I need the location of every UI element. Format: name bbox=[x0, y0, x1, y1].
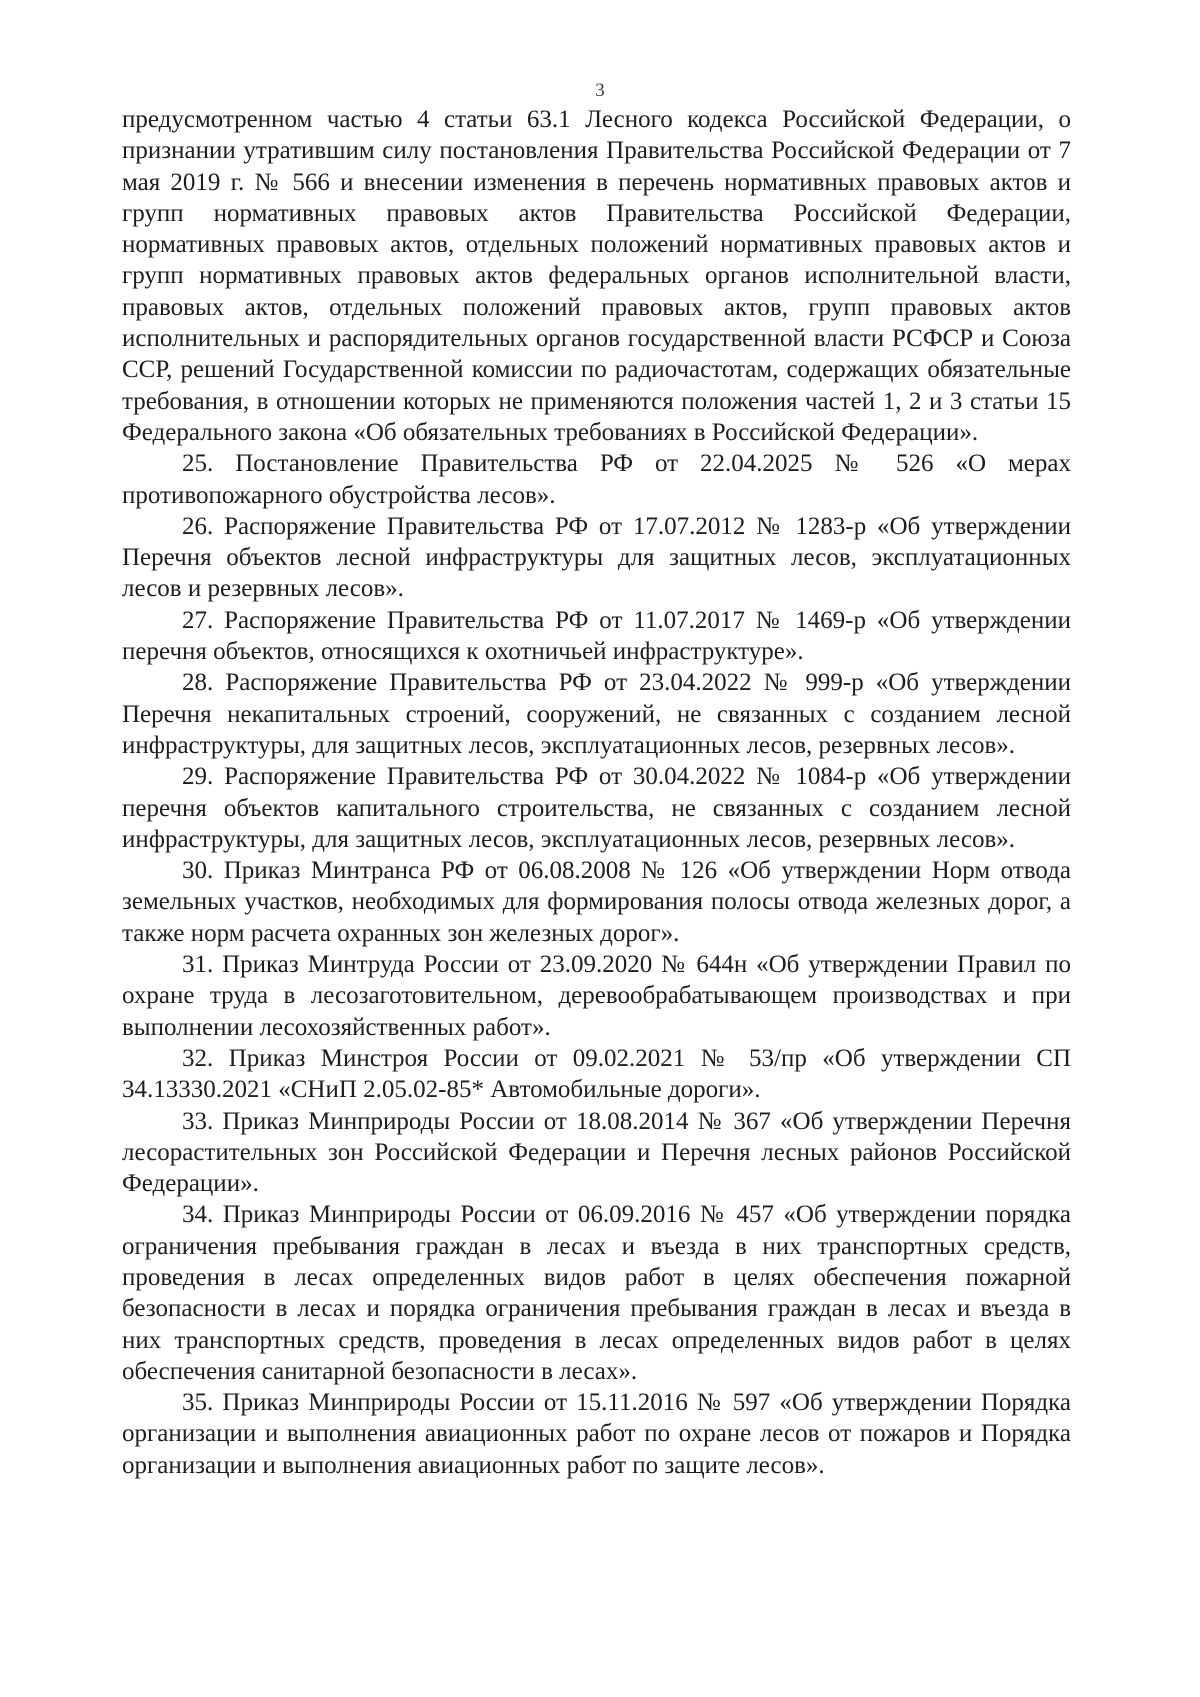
list-item-35: 35. Приказ Минприроды России от 15.11.2016 № 597 «Об утверждении Порядка организации и выполнения авиационных работ по охране лесов от пожаров и Порядка организации и выполнения авиационных работ по защите лесов». bbox=[122, 1389, 1071, 1479]
list-item-30: 30. Приказ Минтранса РФ от 06.08.2008 № 126 «Об утверждении Норм отвода земельных участков, необходимых для формирования полосы отвода железных дорог, а также норм расчета охранных зон железных дорог». bbox=[122, 857, 1071, 947]
page-number: 3 bbox=[595, 80, 605, 101]
continuation-paragraph: предусмотренном частью 4 статьи 63.1 Лесного кодекса Российской Федерации, о признании утратившим силу постановления Правительства Российской Федерации от 7 мая 2019 г. № 566 и внесении изменения в перечень нормативных правовых актов и групп нормативных правовых актов Правительства Российской Федерации, нормативных правовых актов, отдельных положений нормативных правовых актов и групп нормативных правовых актов федеральных органов исполнительной власти, правовых актов, отдельных положений правовых актов, групп правовых актов исполнительных и распорядительных органов государственной власти РСФСР и Союза ССР, решений Государственной комиссии по радиочастотам, содержащих обязательные требования, в отношении которых не применяются положения частей 1, 2 и 3 статьи 15 Федерального закона «Об обязательных требованиях в Российской Федерации». bbox=[122, 106, 1071, 446]
list-item-26: 26. Распоряжение Правительства РФ от 17.07.2012 № 1283-р «Об утверждении Перечня объектов лесной инфраструктуры для защитных лесов, эксплуатационных лесов и резервных лесов». bbox=[122, 512, 1071, 603]
list-item-32: 32. Приказ Минстроя России от 09.02.2021 № 53/пр «Об утверждении СП 34.13330.2021 «СНиП 2.05.02-85* Автомобильные дороги». bbox=[122, 1044, 1071, 1104]
list-item-27: 27. Распоряжение Правительства РФ от 11.07.2017 № 1469-р «Об утверждении перечня объектов, относящихся к охотничьей инфраструктуре». bbox=[122, 606, 1071, 666]
document-body bbox=[122, 104, 1071, 1481]
list-item-25: 25. Постановление Правительства РФ от 22.04.2025 № 526 «О мерах противопожарного обустройства лесов». bbox=[122, 450, 1071, 509]
list-item-33: 33. Приказ Минприроды России от 18.08.2014 № 367 «Об утверждении Перечня лесорастительных зон Российской Федерации и Перечня лесных районов Российской Федерации». bbox=[122, 1107, 1071, 1198]
list-item-29: 29. Распоряжение Правительства РФ от 30.04.2022 № 1084-р «Об утверждении перечня объектов капитального строительства, не связанных с созданием лесной инфраструктуры, для защитных лесов, эксплуатационных лесов, резервных лесов». bbox=[122, 763, 1071, 853]
list-item-34: 34. Приказ Минприроды России от 06.09.2016 № 457 «Об утверждении порядка ограничения пребывания граждан в лесах и въезда в них транспортных средств, проведения в лесах определенных видов работ в целях обеспечения пожарной безопасности в лесах и порядка ограничения пребывания граждан в лесах и въезда в них транспортных средств, проведения в лесах определенных видов работ в целях обеспечения санитарной безопасности в лесах». bbox=[122, 1201, 1071, 1385]
list-item-28: 28. Распоряжение Правительства РФ от 23.04.2022 № 999-р «Об утверждении Перечня некапитальных строений, сооружений, не связанных с созданием лесной инфраструктуры, для защитных лесов, эксплуатационных лесов, резервных лесов». bbox=[122, 669, 1071, 759]
list-item-31: 31. Приказ Минтруда России от 23.09.2020 № 644н «Об утверждении Правил по охране труда в лесозаготовительном, деревообрабатывающем производствах и при выполнении лесохозяйственных работ». bbox=[122, 951, 1071, 1041]
